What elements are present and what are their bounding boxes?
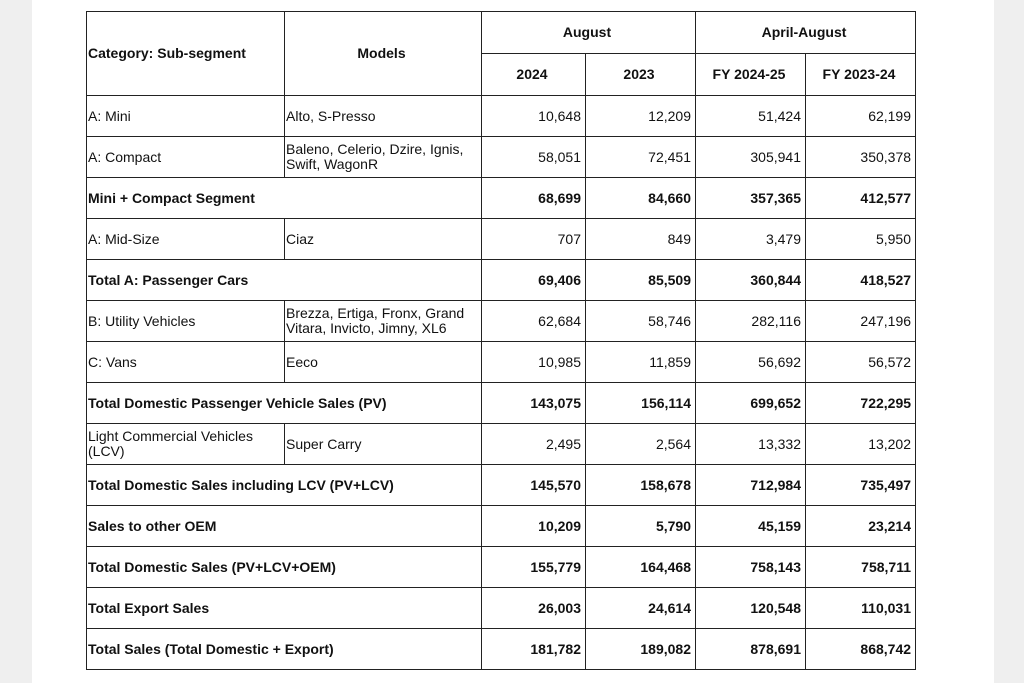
- row-aug-2024: 2,495: [482, 424, 586, 465]
- row-category: Total Domestic Sales (PV+LCV+OEM): [87, 547, 482, 588]
- row-aug-2024: 10,985: [482, 342, 586, 383]
- row-aug-2024: 145,570: [482, 465, 586, 506]
- row-category: Total Export Sales: [87, 588, 482, 629]
- row-aug-2023: 2,564: [586, 424, 696, 465]
- row-fy-2023-24: 722,295: [806, 383, 916, 424]
- sales-table: [86, 11, 916, 670]
- row-category: Light Commercial Vehicles (LCV): [87, 424, 285, 465]
- row-category: Total A: Passenger Cars: [87, 260, 482, 301]
- table-row: [87, 342, 916, 383]
- table-row-total: [87, 629, 916, 670]
- row-fy-2024-25: 360,844: [696, 260, 806, 301]
- table-row: [87, 301, 916, 342]
- row-aug-2023: 189,082: [586, 629, 696, 670]
- row-fy-2024-25: 13,332: [696, 424, 806, 465]
- table-row-total: [87, 260, 916, 301]
- row-fy-2023-24: 56,572: [806, 342, 916, 383]
- row-category: B: Utility Vehicles: [87, 301, 285, 342]
- row-fy-2024-25: 305,941: [696, 137, 806, 178]
- row-aug-2024: 58,051: [482, 137, 586, 178]
- row-fy-2023-24: 868,742: [806, 629, 916, 670]
- row-aug-2024: 62,684: [482, 301, 586, 342]
- table-row: [87, 424, 916, 465]
- table-row: [87, 137, 916, 178]
- row-aug-2023: 11,859: [586, 342, 696, 383]
- row-fy-2023-24: 62,199: [806, 96, 916, 137]
- row-aug-2024: 26,003: [482, 588, 586, 629]
- row-aug-2023: 24,614: [586, 588, 696, 629]
- row-aug-2024: 69,406: [482, 260, 586, 301]
- table-row-total: [87, 506, 916, 547]
- header-2023: 2023: [586, 54, 696, 96]
- row-category: Total Sales (Total Domestic + Export): [87, 629, 482, 670]
- row-category: A: Mini: [87, 96, 285, 137]
- row-fy-2023-24: 13,202: [806, 424, 916, 465]
- row-aug-2024: 181,782: [482, 629, 586, 670]
- sales-table-container: [86, 11, 916, 670]
- row-aug-2023: 5,790: [586, 506, 696, 547]
- row-fy-2024-25: 3,479: [696, 219, 806, 260]
- row-fy-2023-24: 735,497: [806, 465, 916, 506]
- table-row-total: [87, 465, 916, 506]
- table-row: [87, 96, 916, 137]
- table-row: [87, 219, 916, 260]
- row-aug-2024: 155,779: [482, 547, 586, 588]
- row-fy-2023-24: 758,711: [806, 547, 916, 588]
- row-fy-2024-25: 282,116: [696, 301, 806, 342]
- table-row-total: [87, 383, 916, 424]
- row-aug-2023: 164,468: [586, 547, 696, 588]
- row-fy-2023-24: 110,031: [806, 588, 916, 629]
- header-models: Models: [285, 12, 482, 96]
- row-fy-2023-24: 5,950: [806, 219, 916, 260]
- header-fy-2023-24: FY 2023-24: [806, 54, 916, 96]
- row-aug-2024: 68,699: [482, 178, 586, 219]
- row-fy-2023-24: 23,214: [806, 506, 916, 547]
- right-margin: [994, 0, 1024, 683]
- header-april-august: April-August: [696, 12, 916, 54]
- row-fy-2024-25: 56,692: [696, 342, 806, 383]
- table-row-total: [87, 178, 916, 219]
- row-aug-2024: 707: [482, 219, 586, 260]
- row-category: Total Domestic Sales including LCV (PV+LCV): [87, 465, 482, 506]
- header-category: Category: Sub-segment: [87, 12, 285, 96]
- row-models: Ciaz: [285, 219, 482, 260]
- row-category: Mini + Compact Segment: [87, 178, 482, 219]
- row-fy-2024-25: 758,143: [696, 547, 806, 588]
- row-models: Alto, S-Presso: [285, 96, 482, 137]
- row-fy-2024-25: 699,652: [696, 383, 806, 424]
- row-fy-2024-25: 120,548: [696, 588, 806, 629]
- row-fy-2023-24: 350,378: [806, 137, 916, 178]
- header-2024: 2024: [482, 54, 586, 96]
- row-fy-2023-24: 412,577: [806, 178, 916, 219]
- row-aug-2023: 12,209: [586, 96, 696, 137]
- row-aug-2023: 158,678: [586, 465, 696, 506]
- row-aug-2024: 143,075: [482, 383, 586, 424]
- header-fy-2024-25: FY 2024-25: [696, 54, 806, 96]
- row-aug-2023: 85,509: [586, 260, 696, 301]
- row-category: C: Vans: [87, 342, 285, 383]
- row-models: Eeco: [285, 342, 482, 383]
- row-fy-2024-25: 357,365: [696, 178, 806, 219]
- table-row-total: [87, 588, 916, 629]
- header-august: August: [482, 12, 696, 54]
- row-category: Total Domestic Passenger Vehicle Sales (PV): [87, 383, 482, 424]
- row-aug-2023: 84,660: [586, 178, 696, 219]
- row-aug-2023: 72,451: [586, 137, 696, 178]
- row-fy-2024-25: 45,159: [696, 506, 806, 547]
- row-aug-2023: 58,746: [586, 301, 696, 342]
- row-models: Baleno, Celerio, Dzire, Ignis, Swift, WagonR: [285, 137, 482, 178]
- row-models: Brezza, Ertiga, Fronx, Grand Vitara, Invicto, Jimny, XL6: [285, 301, 482, 342]
- row-aug-2024: 10,209: [482, 506, 586, 547]
- row-fy-2024-25: 878,691: [696, 629, 806, 670]
- row-category: A: Mid-Size: [87, 219, 285, 260]
- table-row-total: [87, 547, 916, 588]
- left-margin: [0, 0, 32, 683]
- row-aug-2024: 10,648: [482, 96, 586, 137]
- row-category: A: Compact: [87, 137, 285, 178]
- row-fy-2024-25: 51,424: [696, 96, 806, 137]
- row-models: Super Carry: [285, 424, 482, 465]
- row-category: Sales to other OEM: [87, 506, 482, 547]
- row-aug-2023: 849: [586, 219, 696, 260]
- row-fy-2023-24: 247,196: [806, 301, 916, 342]
- row-fy-2023-24: 418,527: [806, 260, 916, 301]
- row-fy-2024-25: 712,984: [696, 465, 806, 506]
- row-aug-2023: 156,114: [586, 383, 696, 424]
